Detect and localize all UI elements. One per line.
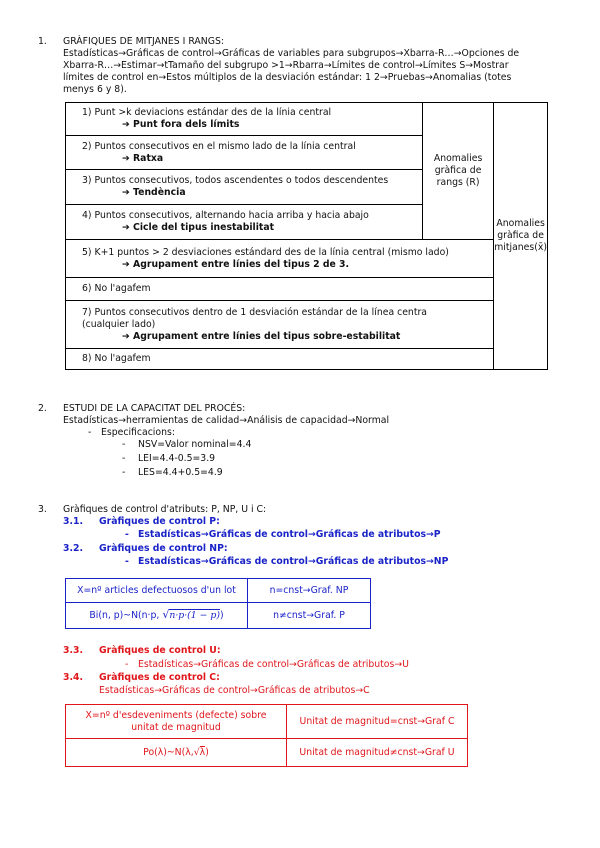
- subsection-3-3-title: Gràfiques de control U:: [99, 645, 221, 656]
- anomaly-row-1: 1) Punt >k deviacions estándar des de la línia central ➔ Punt fora dels límits: [66, 103, 423, 136]
- bullet: -: [125, 659, 129, 670]
- anomaly-row-7: 7) Puntos consecutivos dentro de 1 desviación estándar de la línea centra (cualquier lado) ➔ Agrupament entre línies del tipus sobre-estabilitat: [66, 301, 494, 349]
- anomaly-row-4: 4) Puntos consecutivos, alternando hacia arriba y hacia abajo ➔ Cicle del tipus inestabilitat: [66, 205, 423, 240]
- subsection-3-1-number: 3.1.: [63, 516, 84, 527]
- subsection-3-4-path: Estadísticas→Gráficas de control→Gráficas de atributos→C: [99, 685, 370, 696]
- anomaly-row-5: 5) K+1 puntos > 2 desviaciones estándard des de la línia central (mismo lado) ➔ Agrupament entre línies del tipus 2 de 3.: [66, 240, 494, 278]
- binomial-table: [65, 578, 371, 629]
- bullet: -: [125, 529, 129, 540]
- section-2-path: Estadísticas→herramientas de calidad→Análisis de capacidad→Normal: [63, 415, 390, 426]
- sqrt-icon: √: [162, 608, 170, 621]
- section-3-number: 3.: [38, 504, 47, 515]
- spec-bullet: -: [88, 427, 92, 438]
- p-condition: n≠cnst→Graf. P: [248, 603, 371, 629]
- spec-item: LEI=4.4-0.5=3.9: [138, 453, 216, 464]
- subsection-3-1-path: Estadísticas→Gráficas de control→Gráficas de atributos→P: [138, 529, 441, 540]
- subsection-3-2-title: Gràfiques de control NP:: [99, 543, 228, 554]
- poisson-table: [65, 704, 468, 767]
- subsection-3-3-number: 3.3.: [63, 645, 84, 656]
- anomaly-row-6: 6) No l'agafem: [66, 278, 494, 301]
- bullet: -: [125, 556, 129, 567]
- poisson-approx: Po(λ)~N(λ,√λ): [66, 739, 287, 767]
- spec-title: Especificacions:: [101, 427, 175, 438]
- subsection-3-4-number: 3.4.: [63, 672, 84, 683]
- section-1-path: [63, 48, 519, 96]
- spec-list: - NSV=Valor nominal=4.4 - LEI=4.4-0.5=3.9 - LES=4.4+0.5=4.9: [122, 439, 252, 478]
- path-line: Estadísticas→Gráficas de control→Gráficas de variables para subgrupos→Xbarra-R…→Opciones de: [63, 48, 520, 59]
- section-2-number: 2.: [38, 403, 47, 414]
- binomial-variable: X=nº articles defectuosos d'un lot: [66, 579, 248, 603]
- anomaly-row-3: 3) Puntos consecutivos, todos ascendentes o todos descendentes ➔ Tendència: [66, 170, 423, 205]
- subsection-3-4-title: Gràfiques de control C:: [99, 672, 220, 683]
- path-line: límites de control en→Estos múltiplos de la desviación estándar: 1 2→Pruebas→Anomalias (totes: [63, 72, 512, 83]
- anomaly-row-2: 2) Puntos consecutivos en el mismo lado de la línia central ➔ Ratxa: [66, 136, 423, 170]
- u-condition: Unitat de magnitud≠cnst→Graf U: [287, 739, 468, 767]
- section-1-number: 1.: [38, 36, 47, 47]
- subsection-3-2-path: Estadísticas→Gráficas de control→Gráficas de atributos→NP: [138, 556, 449, 567]
- section-3-title: Gràfiques de control d'atributs: P, NP, U i C:: [63, 504, 267, 515]
- subsection-3-1-title: Gràfiques de control P:: [99, 516, 220, 527]
- anomalies-table: [65, 102, 548, 370]
- path-line: menys 6 y 8).: [63, 84, 127, 95]
- ranges-label: Anomalies gràfica de rangs (R): [422, 103, 493, 240]
- spec-item: LES=4.4+0.5=4.9: [138, 467, 223, 478]
- subsection-3-3-path: Estadísticas→Gráficas de control→Gráficas de atributos→U: [138, 659, 409, 670]
- sqrt-icon: √: [193, 746, 200, 758]
- spec-item: NSV=Valor nominal=4.4: [138, 439, 252, 450]
- c-condition: Unitat de magnitud=cnst→Graf C: [287, 705, 468, 739]
- anomaly-row-8: 8) No l'agafem: [66, 349, 494, 370]
- np-condition: n=cnst→Graf. NP: [248, 579, 371, 603]
- poisson-variable: X=nº d'esdeveniments (defecte) sobre unitat de magnitud: [66, 705, 287, 739]
- section-2-title: ESTUDI DE LA CAPACITAT DEL PROCÉS:: [63, 403, 246, 414]
- path-line: Xbarra-R…→Estimar→tTamaño del subgrupo >1→Rbarra→Límites de control→Límites S→Mostrar: [63, 60, 509, 71]
- section-1-title: GRÀFIQUES DE MITJANES I RANGS:: [63, 36, 224, 47]
- subsection-3-2-number: 3.2.: [63, 543, 84, 554]
- binomial-approx: Bi(n, p)~N(n·p, √n·p·(1 − p)): [66, 603, 248, 629]
- means-label: Anomalies gràfica de mitjanes(x̄): [494, 103, 548, 370]
